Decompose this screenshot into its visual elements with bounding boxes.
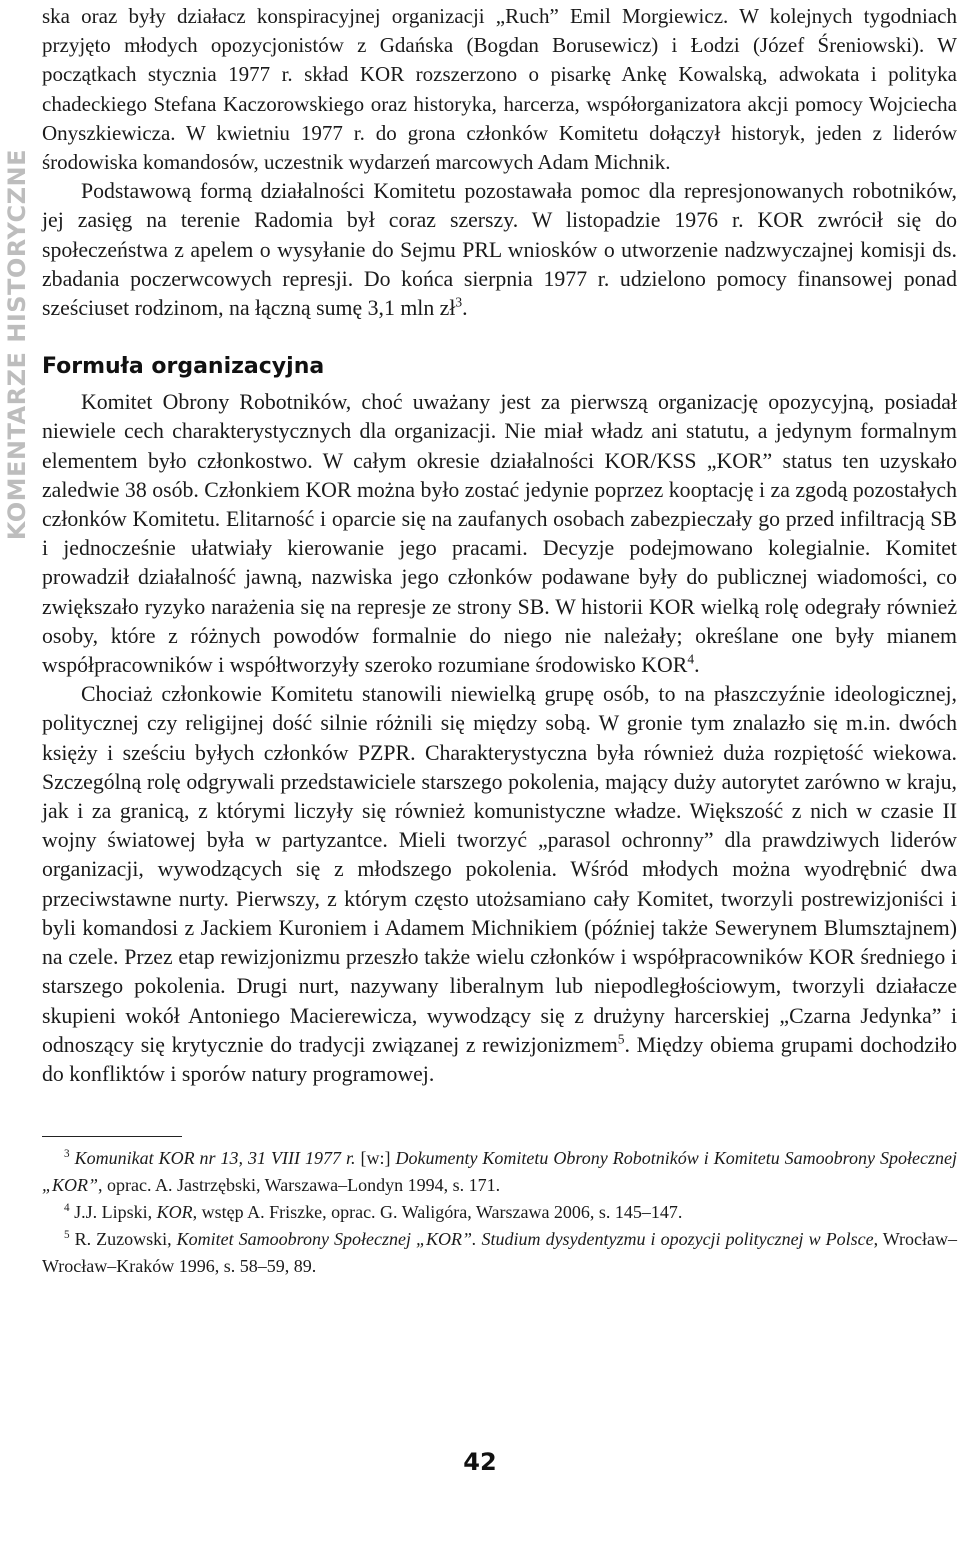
footnote-4: $^4$ J.J. Lipski, KOR, wstęp A. Friszke, oprac. G. Waligóra, Warszawa 2006, s. 145–147.	[64, 1202, 683, 1223]
footnote-ref-4[interactable]: 4	[687, 651, 695, 667]
text-column	[42, 2, 957, 1280]
page-number: 42	[463, 1448, 497, 1476]
body-text	[42, 2, 957, 1089]
paragraph: Komitet Obrony Robotników, choć uważany jest za pierwszą organizację opozycyjną, posiadał niewiele cech charakterystycznych dla organizacji. Nie miał władz ani statutu, a jedynym formalnym elementem było członkostwo. W całym okresie działalności KOR/KSS „KOR” status ten uzyskało zaledwie 38 osób. Członkiem KOR można było zostać jedynie poprzez kooptację i za zgodą pozostałych członków Komitetu. Elitarność i oparcie się na zaufanych osobach zabezpieczały go przed infiltracją SB i jednocześnie ułatwiały kierowanie jego pracami. Decyzje podejmowano kolegialnie. Komitet prowadził działalność jawną, nazwiska jego członków podawane były do publicznej wiadomości, co zwiększało ryzyko narażenia się na represje ze strony SB. W historii KOR wielką rolę odegrały również osoby, które z różnych powodów formalnie do niego nie należały; określane one były mianem współpracowników i współtworzyły szeroko rozumiane środowisko KOR$^4$.	[42, 390, 957, 678]
footnote-5: $^5$ R. Zuzowski, Komitet Samoobrony Społecznej „KOR”. Studium dysydentyzmu i opozycji politycznej w Polsce, Wrocław–Wrocław–Kraków 1996, s. 58–59, 89.	[42, 1229, 958, 1277]
footnote-divider	[42, 1136, 182, 1137]
side-label-text: KOMENTARZE HISTORYCZNE	[3, 149, 31, 541]
section-heading: Formuła organizacyjna	[42, 354, 325, 380]
section-side-label	[2, 0, 32, 690]
footnotes	[42, 1145, 957, 1280]
footnote-3: $^3$ Komunikat KOR nr 13, 31 VIII 1977 r. [w:] Dokumenty Komitetu Obrony Robotników i Komitetu Samoobrony Społecznej „KOR”, oprac. A. Jastrzębski, Warszawa–Londyn 1994, s. 171.	[42, 1148, 957, 1196]
paragraph-continuation: ska oraz były działacz konspiracyjnej organizacji „Ruch” Emil Morgiewicz. W kolejnych tygodniach przyjęto młodych opozycjonistów z Gdańska (Bogdan Borusewicz) i Łodzi (Józef Śreniowski). W początkach stycznia 1977 r. skład KOR rozszerzono o pisarkę Ankę Kowalską, adwokata i polityka chadeckiego Stefana Kaczorowskiego oraz historyka, harcerza, współorganizatora akcji pomocy Wojciecha Onyszkiewicza. W kwietniu 1977 r. do grona członków Komitetu dołączył historyk, jeden z liderów środowiska komandosów, uczestnik wydarzeń marcowych Adam Michnik.	[42, 4, 957, 175]
footnote-ref-5[interactable]: 5	[617, 1031, 625, 1047]
footnote-ref-3[interactable]: 3	[455, 294, 463, 310]
paragraph: Chociaż członkowie Komitetu stanowili niewielką grupę osób, to na płaszczyźnie ideologicznej, politycznej czy religijnej dość silnie różnili się między sobą. W gronie tym znalazło się m.in. dwóch księży i sześciu byłych członków PZPR. Charakterystyczna była również duża rozpiętość wiekowa. Szczególną rolę odgrywali przedstawiciele starszego pokolenia, mający duży autorytet zarówno w kraju, jak i za granicą, z którymi liczyły się również komunistyczne władze. Większość z nich w czasie II wojny światowej była w partyzantce. Mieli tworzyć „parasol ochronny” dla prawdziwych liderów organizacji, wywodzących się z młodszego pokolenia. Wśród młodych można wyodrębnić dwa przeciwstawne nurty. Pierwszy, z którym często utożsamiano cały Komitet, tworzyli postrewizjoniści i byli komandosi z Jackiem Kuroniem i Adamem Michnikiem (później także Sewerynem Blumsztajnem) na czele. Przez etap rewizjonizmu przeszło także wielu członków i współpracowników KOR średniego i starszego pokolenia. Drugi nurt, nazywany liberalnym lub niepodległościowym, tworzyli działacze skupieni wokół Antoniego Macierewicza, wywodzący się z drużyny harcerskiej „Czarna Jedynka” i odnoszący się krytycznie do tradycji związanej z rewizjonizmem$^5$. Między obiema grupami dochodziło do konfliktów i sporów natury programowej.	[42, 682, 957, 1086]
paragraph: Podstawową formą działalności Komitetu pozostawała pomoc dla represjonowanych robotników, jej zasięg na terenie Radomia był coraz szerszy. W listopadzie 1976 r. KOR zwrócił się do społeczeństwa z apelem o wysyłanie do Sejmu PRL wniosków o utworzenie nadzwyczajnej komisji ds. zbadania poczerwcowych represji. Do końca sierpnia 1977 r. udzielono pomocy finansowej ponad sześciuset rodzinom, na łączną sumę 3,1 mln $zł^3$.	[42, 179, 957, 321]
